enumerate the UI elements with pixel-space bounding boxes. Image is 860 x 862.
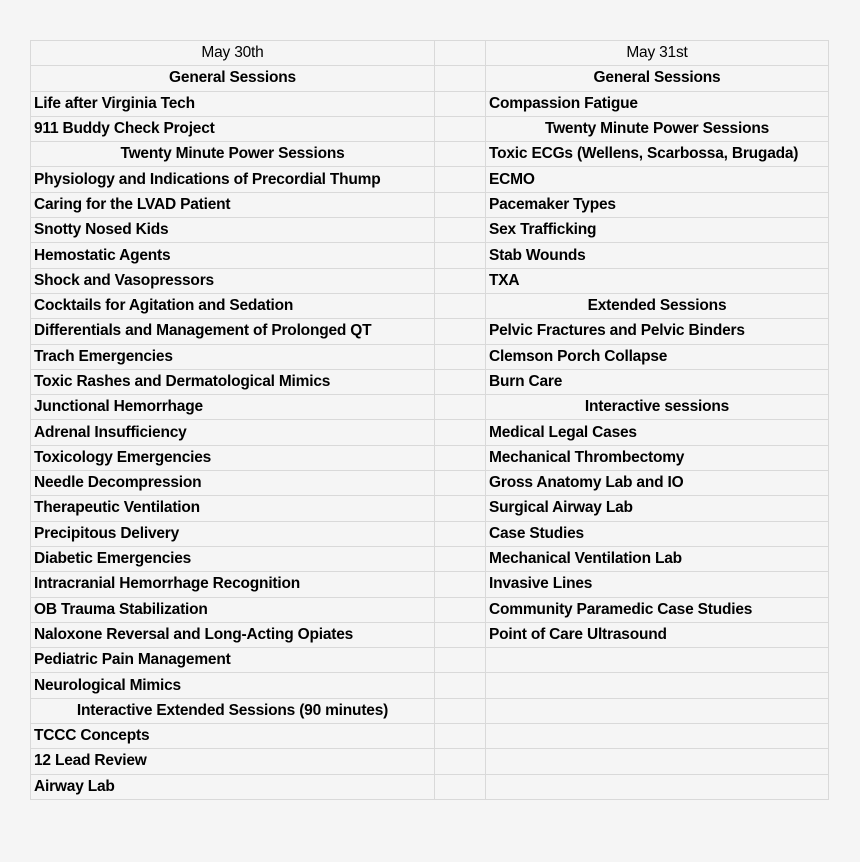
table-row [31,142,829,167]
may-31-session-cell[interactable] [486,774,829,799]
table-row [31,496,829,521]
may-30-session-cell[interactable]: Airway Lab [31,774,435,799]
header-row [31,41,829,66]
table-row [31,293,829,318]
spacer-cell[interactable] [435,91,486,116]
table-row [31,749,829,774]
spacer-cell[interactable] [435,445,486,470]
may-30-session-cell[interactable]: Differentials and Management of Prolonged QT [31,319,435,344]
spacer-cell[interactable] [435,41,486,66]
may-31-session-cell[interactable]: TXA [486,268,829,293]
may-30-session-cell[interactable]: Needle Decompression [31,471,435,496]
table-row [31,167,829,192]
may-31-session-cell[interactable]: Burn Care [486,369,829,394]
spacer-cell[interactable] [435,116,486,141]
may-30-session-cell[interactable]: Neurological Mimics [31,673,435,698]
spacer-cell[interactable] [435,546,486,571]
spacer-cell[interactable] [435,420,486,445]
may-31-session-cell[interactable]: Compassion Fatigue [486,91,829,116]
may-30-session-cell[interactable]: Trach Emergencies [31,344,435,369]
may-30-session-cell[interactable]: Cocktails for Agitation and Sedation [31,293,435,318]
spacer-cell[interactable] [435,648,486,673]
spacer-cell[interactable] [435,496,486,521]
may-30-session-cell[interactable]: Adrenal Insufficiency [31,420,435,445]
may-30-section-heading[interactable]: Interactive Extended Sessions (90 minutes) [31,698,435,723]
may-30-session-cell[interactable]: Physiology and Indications of Precordial Thump [31,167,435,192]
schedule-table [30,40,829,800]
spacer-cell[interactable] [435,369,486,394]
may-31-section-heading[interactable]: Extended Sessions [486,293,829,318]
table-row [31,344,829,369]
spacer-cell[interactable] [435,724,486,749]
may-31-section-heading[interactable]: Twenty Minute Power Sessions [486,116,829,141]
table-row [31,116,829,141]
spacer-cell[interactable] [435,66,486,91]
spacer-cell[interactable] [435,471,486,496]
may-31-session-cell[interactable]: Toxic ECGs (Wellens, Scarbossa, Brugada) [486,142,829,167]
may-30-section-heading[interactable]: Twenty Minute Power Sessions [31,142,435,167]
spacer-cell[interactable] [435,319,486,344]
spacer-cell[interactable] [435,243,486,268]
table-row [31,724,829,749]
spacer-cell[interactable] [435,268,486,293]
table-row [31,546,829,571]
table-row [31,622,829,647]
spacer-cell[interactable] [435,293,486,318]
may-30-session-cell[interactable]: Therapeutic Ventilation [31,496,435,521]
may-30-session-cell[interactable]: Shock and Vasopressors [31,268,435,293]
may-30-session-cell[interactable]: TCCC Concepts [31,724,435,749]
table-row [31,698,829,723]
table-row [31,319,829,344]
may-31-session-cell[interactable] [486,673,829,698]
spacer-cell[interactable] [435,572,486,597]
spacer-cell[interactable] [435,749,486,774]
may-30-session-cell[interactable]: 911 Buddy Check Project [31,116,435,141]
may-30-session-cell[interactable]: Pediatric Pain Management [31,648,435,673]
may-30-header[interactable]: May 30th [31,41,435,66]
table-row [31,66,829,91]
may-31-session-cell[interactable]: Pacemaker Types [486,192,829,217]
spacer-cell[interactable] [435,218,486,243]
may-30-session-cell[interactable]: Toxicology Emergencies [31,445,435,470]
spacer-cell[interactable] [435,622,486,647]
may-30-session-cell[interactable]: Naloxone Reversal and Long-Acting Opiates [31,622,435,647]
may-31-session-cell[interactable]: Invasive Lines [486,572,829,597]
may-30-session-cell[interactable]: Precipitous Delivery [31,521,435,546]
may-30-section-heading[interactable]: General Sessions [31,66,435,91]
may-31-session-cell[interactable] [486,648,829,673]
table-row [31,192,829,217]
may-30-session-cell[interactable]: Toxic Rashes and Dermatological Mimics [31,369,435,394]
may-31-session-cell[interactable]: ECMO [486,167,829,192]
table-row [31,648,829,673]
spacer-cell[interactable] [435,192,486,217]
may-30-session-cell[interactable]: Hemostatic Agents [31,243,435,268]
spacer-cell[interactable] [435,521,486,546]
may-31-session-cell[interactable]: Mechanical Ventilation Lab [486,546,829,571]
table-row [31,597,829,622]
table-row [31,471,829,496]
schedule-table-body [31,41,829,800]
may-30-session-cell[interactable]: Snotty Nosed Kids [31,218,435,243]
table-row [31,369,829,394]
may-30-session-cell[interactable]: Diabetic Emergencies [31,546,435,571]
may-31-session-cell[interactable]: Stab Wounds [486,243,829,268]
may-31-session-cell[interactable] [486,724,829,749]
table-row [31,445,829,470]
spacer-cell[interactable] [435,167,486,192]
may-31-session-cell[interactable]: Point of Care Ultrasound [486,622,829,647]
may-31-session-cell[interactable]: Pelvic Fractures and Pelvic Binders [486,319,829,344]
may-31-session-cell[interactable]: Medical Legal Cases [486,420,829,445]
may-31-header[interactable]: May 31st [486,41,829,66]
table-row [31,268,829,293]
may-30-session-cell[interactable]: Intracranial Hemorrhage Recognition [31,572,435,597]
may-30-session-cell[interactable]: Junctional Hemorrhage [31,395,435,420]
may-30-session-cell[interactable]: Caring for the LVAD Patient [31,192,435,217]
spacer-cell[interactable] [435,344,486,369]
may-31-session-cell[interactable]: Community Paramedic Case Studies [486,597,829,622]
table-row [31,673,829,698]
spacer-cell[interactable] [435,597,486,622]
spacer-cell[interactable] [435,142,486,167]
table-row [31,91,829,116]
spacer-cell[interactable] [435,673,486,698]
may-31-session-cell[interactable]: Sex Trafficking [486,218,829,243]
spacer-cell[interactable] [435,395,486,420]
may-30-session-cell[interactable]: Life after Virginia Tech [31,91,435,116]
may-31-session-cell[interactable]: Gross Anatomy Lab and IO [486,471,829,496]
may-31-session-cell[interactable] [486,749,829,774]
table-row [31,774,829,799]
may-31-section-heading[interactable]: General Sessions [486,66,829,91]
table-row [31,572,829,597]
table-row [31,243,829,268]
may-31-session-cell[interactable]: Mechanical Thrombectomy [486,445,829,470]
may-31-session-cell[interactable]: Clemson Porch Collapse [486,344,829,369]
may-31-session-cell[interactable]: Case Studies [486,521,829,546]
table-row [31,521,829,546]
may-30-session-cell[interactable]: 12 Lead Review [31,749,435,774]
may-31-session-cell[interactable] [486,698,829,723]
may-31-section-heading[interactable]: Interactive sessions [486,395,829,420]
table-row [31,395,829,420]
may-30-session-cell[interactable]: OB Trauma Stabilization [31,597,435,622]
spacer-cell[interactable] [435,698,486,723]
table-row [31,218,829,243]
table-row [31,420,829,445]
spacer-cell[interactable] [435,774,486,799]
may-31-session-cell[interactable]: Surgical Airway Lab [486,496,829,521]
